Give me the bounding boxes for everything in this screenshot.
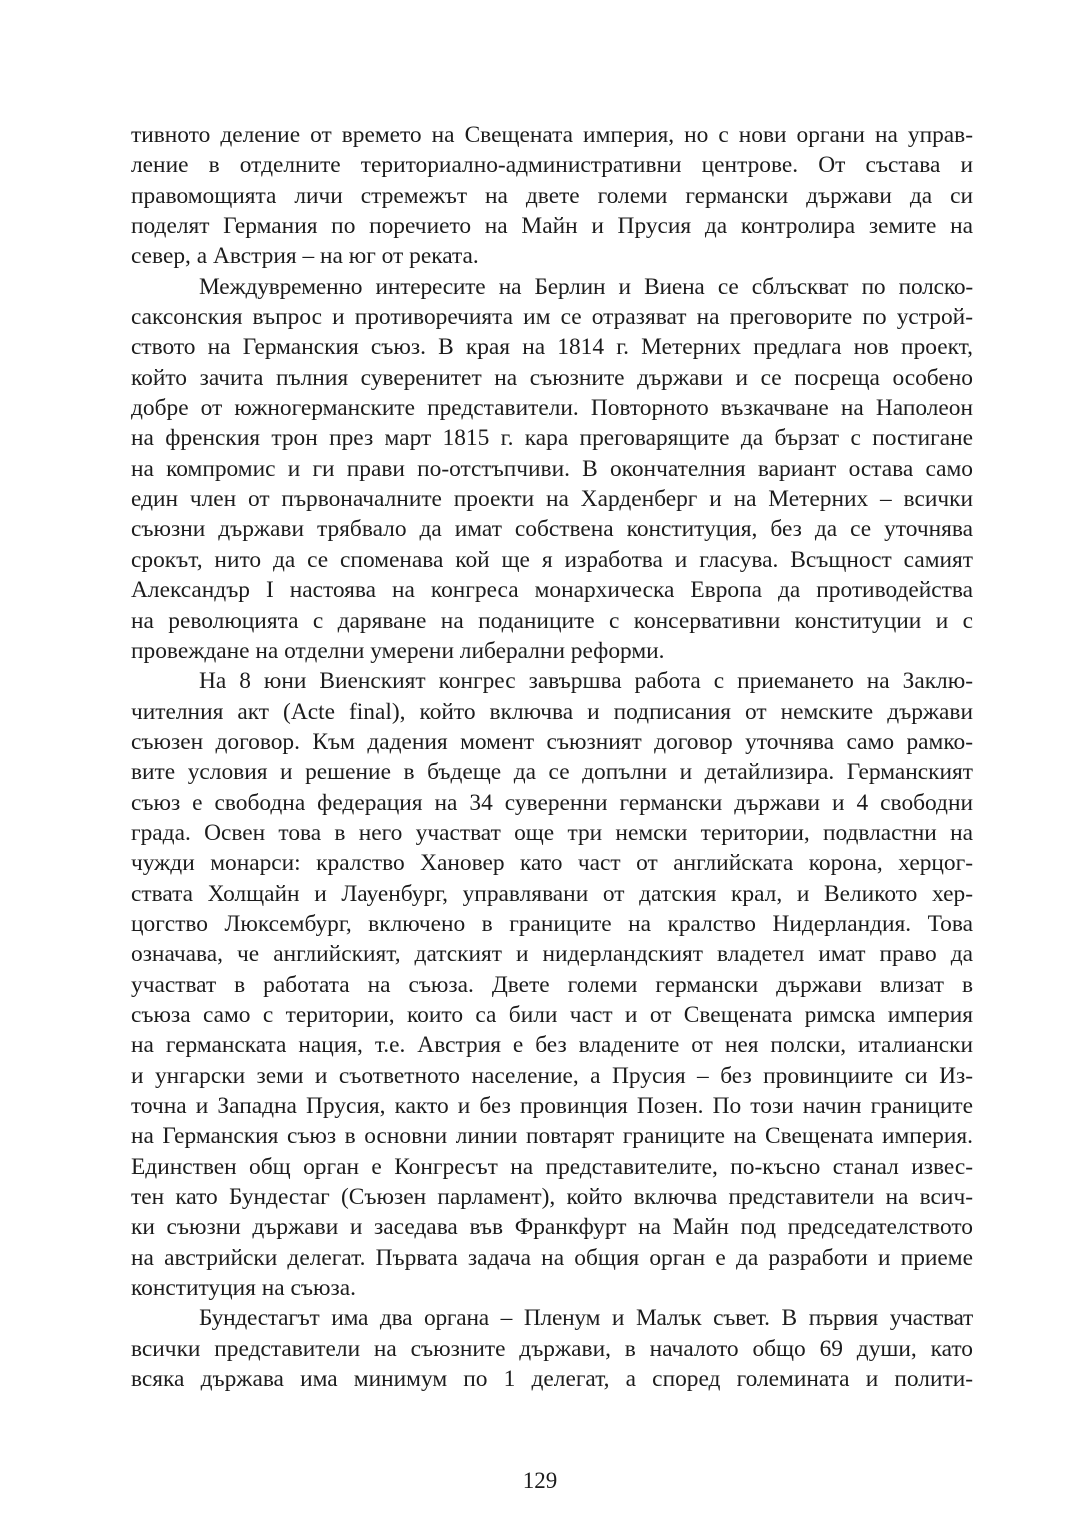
text-line: чителния акт (Acte final), който включва и подписания от немските държави <box>131 698 973 725</box>
text-line: провеждане на отделни умерени либерални реформи. <box>131 637 665 664</box>
text-line: който зачита пълния суверенитет на съюзните държави и се посреща особено <box>131 364 973 391</box>
text-line: ството на Германския съюз. В края на 1814 г. Метерних предлага нов проект, <box>131 334 973 361</box>
text-line: север, а Австрия – на юг от реката. <box>131 243 479 270</box>
text-line: поделят Германия по поречието на Майн и Прусия да контролира земите на <box>131 213 973 240</box>
text-line: саксонския въпрос и противоречията им се отразяват на преговорите по устрой- <box>131 304 973 331</box>
text-line: ствата Холщайн и Лауенбург, управлявани от датския крал, и Великото хер- <box>131 880 973 907</box>
text-line: един член от първоначалните проекти на Харденберг и на Метерних – всички <box>131 486 973 513</box>
text-line: конституция на съюза. <box>131 1275 356 1302</box>
text-line: града. Освен това в него участват още три немски територии, подвластни на <box>131 819 973 846</box>
text-line: съюзен договор. Към дадения момент съюзният договор уточнява само рамко- <box>131 728 973 755</box>
text-line: означава, че английският, датският и нидерландският владетел имат право да <box>131 941 973 968</box>
text-line: на австрийски делегат. Първата задача на общия орган е да разработи и приеме <box>131 1244 973 1271</box>
text-line: добре от южногерманските представители. Повторното възкачване на Наполеон <box>131 395 973 422</box>
page-number: 129 <box>522 1468 558 1493</box>
text-line: участват в работата на съюза. Двете големи германски държави влизат в <box>131 971 973 998</box>
text-line: Бундестагът има два органа – Пленум и Малък съвет. В първия участват <box>199 1305 973 1332</box>
text-line: Александър I настоява на конгреса монархическа Европа да противодейства <box>131 577 973 604</box>
text-line: на компромис и ги прави по-отстъпчиви. В окончателния вариант остава само <box>131 455 973 482</box>
text-line: Единствен общ орган е Конгресът на представителите, по-късно станал извес- <box>131 1153 973 1180</box>
text-line: всички представители на съюзните държави, в началото общо 69 души, като <box>131 1335 973 1362</box>
text-line: На 8 юни Виенският конгрес завършва работа с приемането на Заклю- <box>199 668 973 695</box>
text-line: съюз е свободна федерация на 34 суверенни германски държави и 4 свободни <box>131 789 973 816</box>
text-line: ление в отделните териториално-административни центрове. От състава и <box>131 152 973 179</box>
text-line: на германската нация, т.е. Австрия е без владените от нея полски, италиански <box>131 1032 973 1059</box>
text-line: правомощията личи стремежът на двете големи германски държави да си <box>131 182 973 209</box>
body-text <box>131 120 973 1394</box>
text-line: на Германския съюз в основни линии повтарят границите на Свещената империя. <box>131 1123 973 1150</box>
text-line: тен като Бундестаг (Съюзен парламент), който включва представители на всич- <box>131 1184 973 1211</box>
text-line: Междувременно интересите на Берлин и Виена се сблъскват по полско- <box>199 273 973 300</box>
text-line: тивното деление от времето на Свещената империя, но с нови органи на управ- <box>131 122 973 148</box>
paragraph-4 <box>131 1303 973 1394</box>
text-line: цогство Люксембург, включено в границите на кралство Нидерландия. Това <box>131 910 973 937</box>
text-line: на френския трон през март 1815 г. кара преговарящите да бързат с постигане <box>131 425 973 452</box>
text-line: точна и Западна Прусия, както и без провинция Позен. По този начин границите <box>131 1093 973 1119</box>
text-line: и унгарски земи и съответното население, а Прусия – без провинциите си Из- <box>131 1062 973 1089</box>
text-line: чужди монарси: кралство Хановер като част от английската корона, херцог- <box>131 850 973 877</box>
paragraph-2 <box>131 272 973 666</box>
text-line: ки съюзни държави и заседава във Франкфурт на Майн под председателството <box>131 1214 973 1241</box>
text-line: на революцията с даряване на поданиците с консервативни конституции и с <box>131 607 973 634</box>
text-line: съюзни държави трябвало да имат собствена конституция, без да се уточнява <box>131 516 973 543</box>
paragraph-1 <box>131 120 973 272</box>
paragraph-3 <box>131 666 973 1303</box>
text-line: срокът, нито да се споменава кой ще я изработва и гласува. Всъщност самият <box>131 546 973 573</box>
text-line: вите условия и решение в бъдеще да се допълни и детайлизира. Германският <box>131 759 973 786</box>
text-line: всяка държава има минимум по 1 делегат, а според големината и полити- <box>131 1366 973 1393</box>
text-line: съюза само с територии, които са били част и от Свещената римска империя <box>131 1001 973 1028</box>
